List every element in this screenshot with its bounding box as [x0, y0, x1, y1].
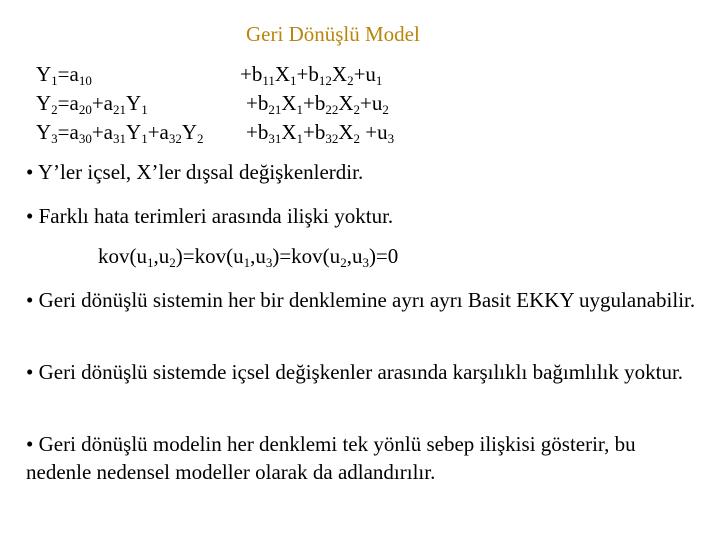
bullet-no-error-correlation: • Farklı hata terimleri arasında ilişki yoktur.	[26, 204, 394, 228]
equation-1-left: $Y_1=a_{10}$	[36, 62, 92, 88]
bullet-causal-models: • Geri dönüşlü modelin her denklemi tek yönlü sebep ilişkisi gösterir, bu nedenle nedensel modeller olarak da adlandırılır.	[26, 432, 636, 484]
equation-3-right: $+b_{31}X_1+b_{32}X_2 +u_3$	[246, 120, 395, 146]
equation-1-right: $+b_{11}X_1+b_{12}X_2+u_1$	[240, 62, 383, 88]
covariance-equation: $kov(u_1,u_2)=kov(u_1,u_3)=kov(u_2,u_3)=0$	[98, 244, 399, 270]
equation-2-right: $+b_{21}X_1+b_{22}X_2+u_2$	[246, 91, 389, 117]
equation-3-left: $Y_3=a_{30}+a_{31}Y_1+a_{32}Y_2$	[36, 120, 204, 146]
slide-title: Geri Dönüşlü Model	[246, 22, 420, 46]
bullet-no-mutual-dependence: • Geri dönüşlü sistemde içsel değişkenler arasında karşılıklı bağımlılık yoktur.	[26, 360, 684, 384]
bullet-endogenous-exogenous: • Y’ler içsel, X’ler dışsal değişkenlerdir.	[26, 160, 364, 184]
equation-2-left: $Y_2=a_{20}+a_{21}Y_1$	[36, 91, 148, 117]
bullet-ols-applicable: • Geri dönüşlü sistemin her bir denklemine ayrı ayrı Basit EKKY uygulanabilir.	[26, 288, 696, 312]
